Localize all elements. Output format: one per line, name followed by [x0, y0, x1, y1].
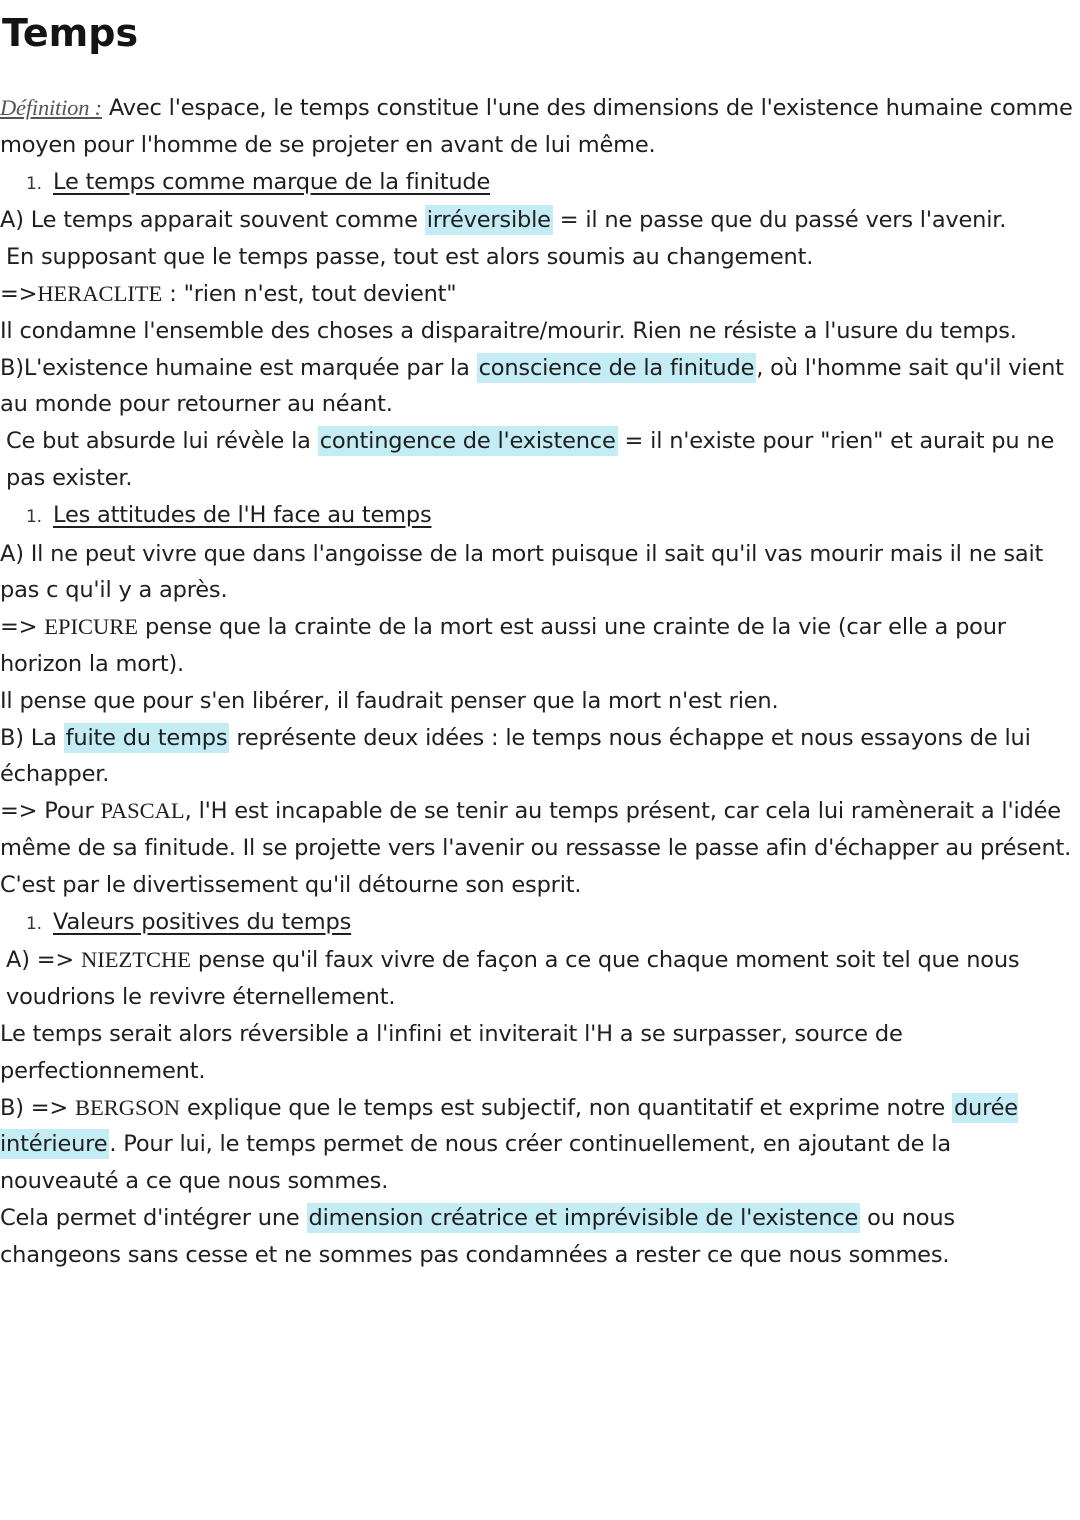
author-pascal: PASCAL [100, 798, 185, 824]
arrow-text: => [0, 280, 38, 307]
definition-label: Définition : [0, 95, 102, 120]
arrow-text: => [0, 614, 45, 641]
author-heraclite: HERACLITE [37, 280, 163, 306]
highlight-fuite-du-temps: fuite du temps [65, 724, 228, 751]
highlight-dimension-creatrice: dimension créatrice et imprévisible de l'existence [308, 1204, 859, 1231]
definition-text: Avec l'espace, le temps constitue l'une des dimensions de l'existence humaine comme moyen pour l'homme de se projeter en avant de lui même. [0, 95, 1073, 158]
section-1-heraclite [0, 276, 1076, 313]
section-3-line-reversible: Le temps serait alors réversible a l'infini et inviterait l'H a se surpasser, source de perfectionnement. [0, 1020, 903, 1084]
section-2-number: 1. [26, 506, 42, 527]
text-run: , où l'homme sait qu'il vient au monde pour retourner au néant. [0, 354, 1064, 418]
text-run: ou nous changeons sans cesse et ne sommes pas condamnées a rester ce que nous sommes. [0, 1204, 955, 1268]
section-2-line-divertissement: C'est par le divertissement qu'il détourne son esprit. [0, 871, 582, 898]
definition-paragraph [0, 90, 1076, 164]
section-3-number: 1. [26, 913, 42, 934]
text-run: A) => [6, 947, 81, 974]
section-1-heading [0, 164, 1076, 203]
highlight-duree-interieure: durée intérieure [0, 1094, 1018, 1158]
quote-text: : "rien n'est, tout devient" [162, 280, 457, 307]
highlight-conscience-finitude: conscience de la finitude [478, 354, 755, 381]
text-run: représente deux idées : le temps nous échappe et nous essayons de lui échapper. [0, 724, 1031, 788]
section-1-point-a [0, 202, 1076, 239]
section-2-heading [0, 497, 1076, 536]
document-body [0, 90, 1076, 1274]
section-2-epicure [0, 609, 1076, 683]
text-run: pense que la crainte de la mort est aussi une crainte de la vie (car elle a pour horizon la mort). [0, 614, 1006, 677]
highlight-contingence: contingence de l'existence [319, 428, 616, 455]
text-run: B) => [0, 1094, 76, 1121]
text-run: = il n'existe pour "rien" et aurait pu ne pas exister. [6, 428, 1055, 491]
highlight-irreversible: irréversible [426, 207, 551, 234]
section-1-line-condemn: Il condamne l'ensemble des choses a disparaitre/mourir. Rien ne résiste a l'usure du temps. [0, 317, 1017, 344]
text-run: , l'H est incapable de se tenir au temps présent, car cela lui ramènerait a l'idée même de sa finitude. Il se projette vers l'avenir ou ressasse le passe afin d'échapper au présent. [0, 798, 1072, 861]
section-2-point-a: A) Il ne peut vivre que dans l'angoisse de la mort puisque il sait qu'il vas mourir mais il ne sait pas c qu'il y a après. [0, 540, 1044, 604]
author-nieztche: NIEZTCHE [80, 947, 191, 973]
text-run: explique que le temps est subjectif, non quantitatif et exprime notre [180, 1094, 952, 1121]
section-1-number: 1. [26, 173, 42, 194]
text-run: . Pour lui, le temps permet de nous créer continuellement, en ajoutant de la nouveauté a ce que nous sommes. [0, 1131, 951, 1195]
section-2-pascal [0, 793, 1076, 867]
text-run: Ce but absurde lui révèle la [6, 428, 318, 455]
section-3-point-b [0, 1090, 1076, 1200]
text-run: B)L'existence humaine est marquée par la [0, 354, 477, 381]
text-run: Cela permet d'intégrer une [0, 1204, 307, 1231]
section-3-dimension [0, 1200, 1076, 1274]
author-bergson: BERGSON [75, 1094, 181, 1120]
section-2-line-liberer: Il pense que pour s'en libérer, il faudrait penser que la mort n'est rien. [0, 687, 779, 714]
text-run: A) Le temps apparait souvent comme [0, 207, 425, 234]
text-run: B) La [0, 724, 64, 751]
section-1-title: Le temps comme marque de la finitude [53, 168, 491, 195]
text-run: pense qu'il faux vivre de façon a ce que chaque moment soit tel que nous voudrions le revivre éternellement. [6, 947, 1020, 1011]
section-1-point-b [0, 350, 1076, 424]
page-title: Temps [2, 11, 139, 55]
section-3-point-a [0, 942, 1076, 1016]
section-3-heading [0, 904, 1076, 943]
section-2-point-b [0, 720, 1076, 794]
section-3-title: Valeurs positives du temps [53, 908, 352, 935]
text-run: = il ne passe que du passé vers l'avenir. [552, 207, 1007, 234]
section-2-title: Les attitudes de l'H face au temps [53, 501, 432, 528]
author-epicure: EPICURE [44, 614, 139, 640]
text-run: => Pour [0, 798, 101, 825]
section-1-contingence [0, 423, 1076, 497]
section-1-line-change: En supposant que le temps passe, tout est alors soumis au changement. [6, 244, 814, 271]
